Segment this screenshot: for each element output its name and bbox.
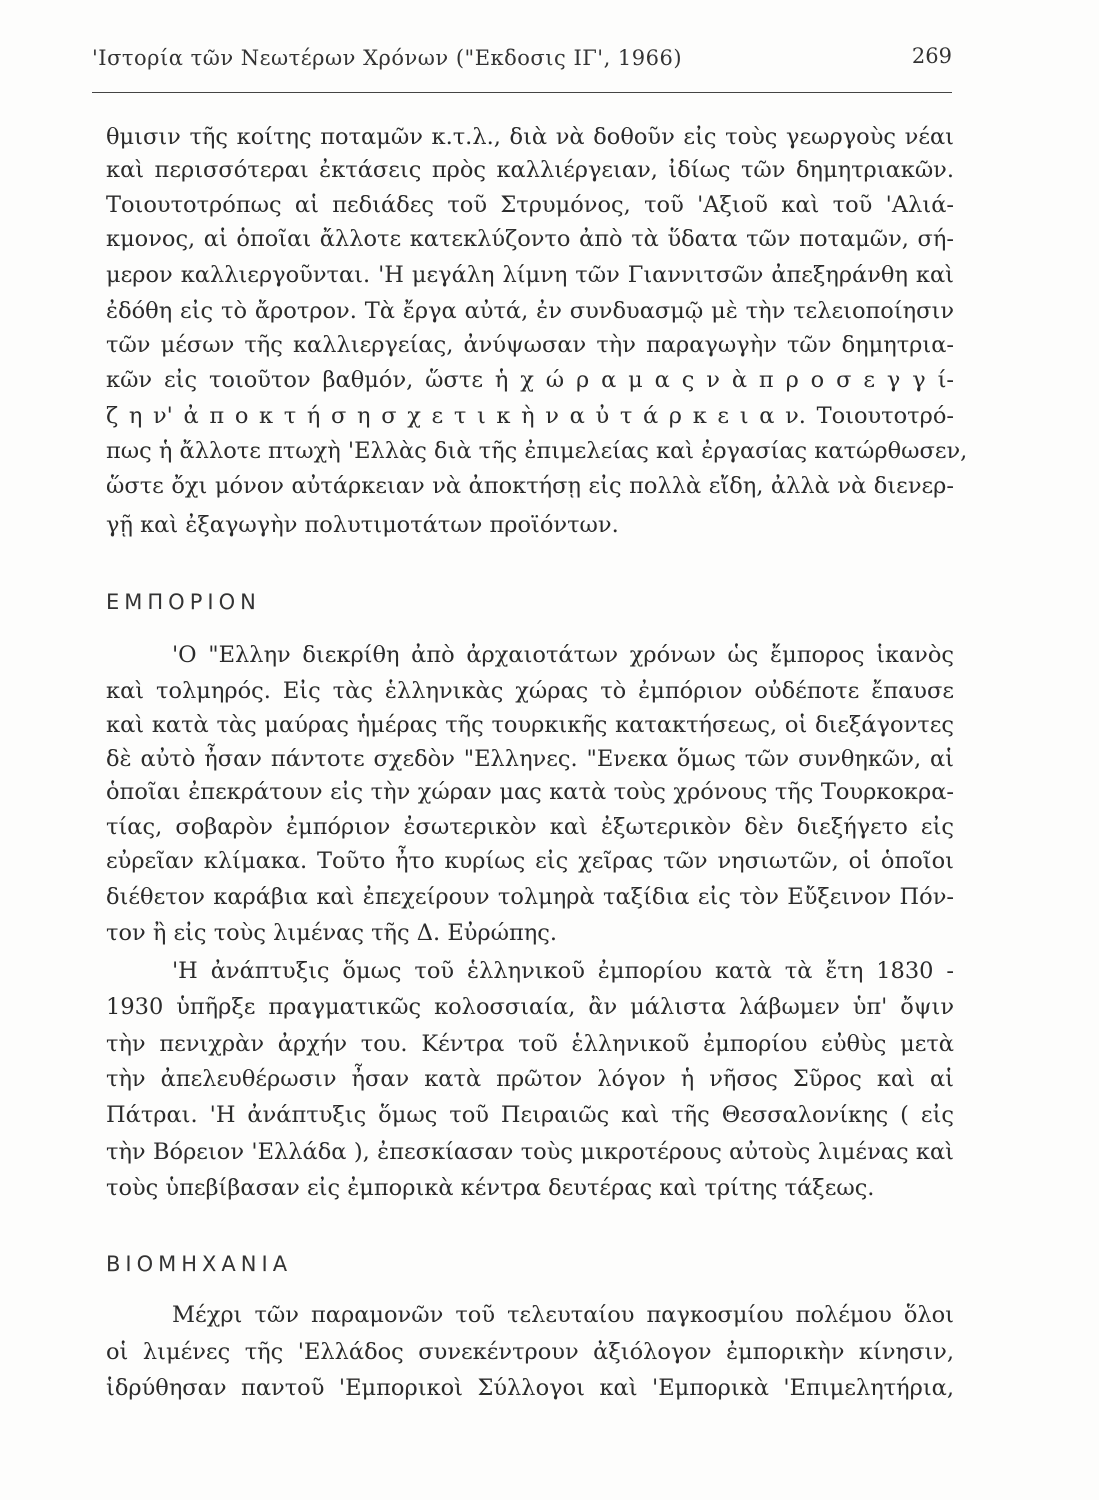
- running-title: 'Ιστορία τῶν Νεωτέρων Χρόνων ("Εκδοσις ΙΓ', 1966): [92, 46, 683, 70]
- running-head: [92, 44, 952, 78]
- text-line: ὥστε ὄχι μόνον αὐτάρκειαν νὰ ἀποκτήσῃ εἰς πολλὰ εἴδη, ἀλλὰ νὰ διενερ-: [106, 473, 954, 499]
- text-line: Πάτραι. 'Η ἀνάπτυξις ὅμως τοῦ Πειραιῶς καὶ τῆς Θεσσαλονίκης ( εἰς: [106, 1102, 954, 1128]
- section-heading-viomichania: ΒΙΟΜΗΧΑΝΙΑ: [106, 1252, 293, 1276]
- text-line: 1930 ὑπῆρξε πραγματικῶς κολοσσιαία, ἂν μάλιστα λάβωμεν ὑπ' ὄψιν: [106, 994, 954, 1020]
- text-line: καὶ περισσότεραι ἐκτάσεις πρὸς καλλιέργειαν, ἰδίως τῶν δημητριακῶν.: [106, 157, 954, 183]
- text-line: 'Η ἀνάπτυξις ὅμως τοῦ ἑλληνικοῦ ἐμπορίου κατὰ τὰ ἔτη 1830 -: [172, 958, 954, 984]
- text-line: τὴν ἀπελευθέρωσιν ἦσαν κατὰ πρῶτον λόγον ἡ νῆσος Σῦρος καὶ αἱ: [106, 1066, 954, 1092]
- text-line: διέθετον καράβια καὶ ἐπεχείρουν τολμηρὰ ταξίδια εἰς τὸν Εὔξεινον Πόν-: [106, 884, 954, 910]
- text-line: ζ η ν' ἀ π ο κ τ ή σ η σ χ ε τ ι κ ὴ ν α ὐ τ ά ρ κ ε ι α ν. Τοιουτοτρό-: [106, 403, 954, 429]
- text-line: ἱδρύθησαν παντοῦ 'Εμπορικοὶ Σύλλογοι καὶ 'Εμπορικὰ 'Επιμελητήρια,: [106, 1375, 954, 1401]
- text-line: κμονος, αἱ ὁποῖαι ἄλλοτε κατεκλύζοντο ἀπὸ τὰ ὕδατα τῶν ποταμῶν, σή-: [106, 226, 954, 252]
- text-line: καὶ τολμηρός. Εἰς τὰς ἑλληνικὰς χώρας τὸ ἐμπόριον οὐδέποτε ἔπαυσε: [106, 678, 954, 704]
- text-line: 'Ο "Ελλην διεκρίθη ἀπὸ ἀρχαιοτάτων χρόνων ὡς ἔμπορος ἱκανὸς: [172, 642, 954, 668]
- text-line: κῶν εἰς τοιοῦτον βαθμόν, ὥστε ἡ χ ώ ρ α μ α ς ν ὰ π ρ ο σ ε γ γ ί-: [106, 367, 954, 393]
- page-number: 269: [911, 44, 952, 68]
- text-line: τοὺς ὑπεβίβασαν εἰς ἐμπορικὰ κέντρα δευτέρας καὶ τρίτης τάξεως.: [106, 1175, 875, 1201]
- text-line: δὲ αὐτὸ ἦσαν πάντοτε σχεδὸν "Ελληνες. "Ενεκα ὅμως τῶν συνθηκῶν, αἱ: [106, 746, 954, 772]
- text-line: γῇ καὶ ἐξαγωγὴν πολυτιμοτάτων προϊόντων.: [106, 512, 619, 538]
- text-line: εὐρεῖαν κλίμακα. Τοῦτο ἦτο κυρίως εἰς χεῖρας τῶν νησιωτῶν, οἱ ὁποῖοι: [106, 848, 954, 874]
- text-line: καὶ κατὰ τὰς μαύρας ἡμέρας τῆς τουρκικῆς κατακτήσεως, οἱ διεξάγοντες: [106, 712, 954, 738]
- text-line: ὁποῖαι ἐπεκράτουν εἰς τὴν χώραν μας κατὰ τοὺς χρόνους τῆς Τουρκοκρα-: [106, 779, 954, 805]
- text-line: ἐδόθη εἰς τὸ ἄροτρον. Τὰ ἔργα αὐτά, ἐν συνδυασμῷ μὲ τὴν τελειοποίησιν: [106, 298, 954, 324]
- header-rule: [92, 92, 952, 93]
- text-line: τὴν Βόρειον 'Ελλάδα ), ἐπεσκίασαν τοὺς μικροτέρους αὐτοὺς λιμένας καὶ: [106, 1139, 954, 1165]
- text-line: τον ἢ εἰς τοὺς λιμένας τῆς Δ. Εὐρώπης.: [106, 920, 558, 946]
- text-line: Τοιουτοτρόπως αἱ πεδιάδες τοῦ Στρυμόνος, τοῦ 'Αξιοῦ καὶ τοῦ 'Αλιά-: [106, 192, 954, 218]
- text-line: μερον καλλιεργοῦνται. 'Η μεγάλη λίμνη τῶν Γιαννιτσῶν ἀπεξηράνθη καὶ: [106, 262, 954, 288]
- text-line: οἱ λιμένες τῆς 'Ελλάδος συνεκέντρουν ἀξιόλογον ἐμπορικὴν κίνησιν,: [106, 1339, 954, 1365]
- text-line: θμισιν τῆς κοίτης ποταμῶν κ.τ.λ., διὰ νὰ δοθοῦν εἰς τοὺς γεωργοὺς νέαι: [106, 124, 954, 150]
- text-line: πως ἡ ἄλλοτε πτωχὴ 'Ελλὰς διὰ τῆς ἐπιμελείας καὶ ἐργασίας κατώρθωσεν,: [106, 438, 968, 464]
- text-line: Μέχρι τῶν παραμονῶν τοῦ τελευταίου παγκοσμίου πολέμου ὅλοι: [172, 1302, 954, 1328]
- text-line: τῶν μέσων τῆς καλλιεργείας, ἀνύψωσαν τὴν παραγωγὴν τῶν δημητρια-: [106, 332, 954, 358]
- section-heading-emporion: ΕΜΠΟΡΙΟΝ: [106, 590, 261, 614]
- text-line: τίας, σοβαρὸν ἐμπόριον ἐσωτερικὸν καὶ ἐξωτερικὸν δὲν διεξήγετο εἰς: [106, 814, 954, 840]
- text-line: τὴν πενιχρὰν ἀρχήν του. Κέντρα τοῦ ἑλληνικοῦ ἐμπορίου εὐθὺς μετὰ: [106, 1031, 954, 1057]
